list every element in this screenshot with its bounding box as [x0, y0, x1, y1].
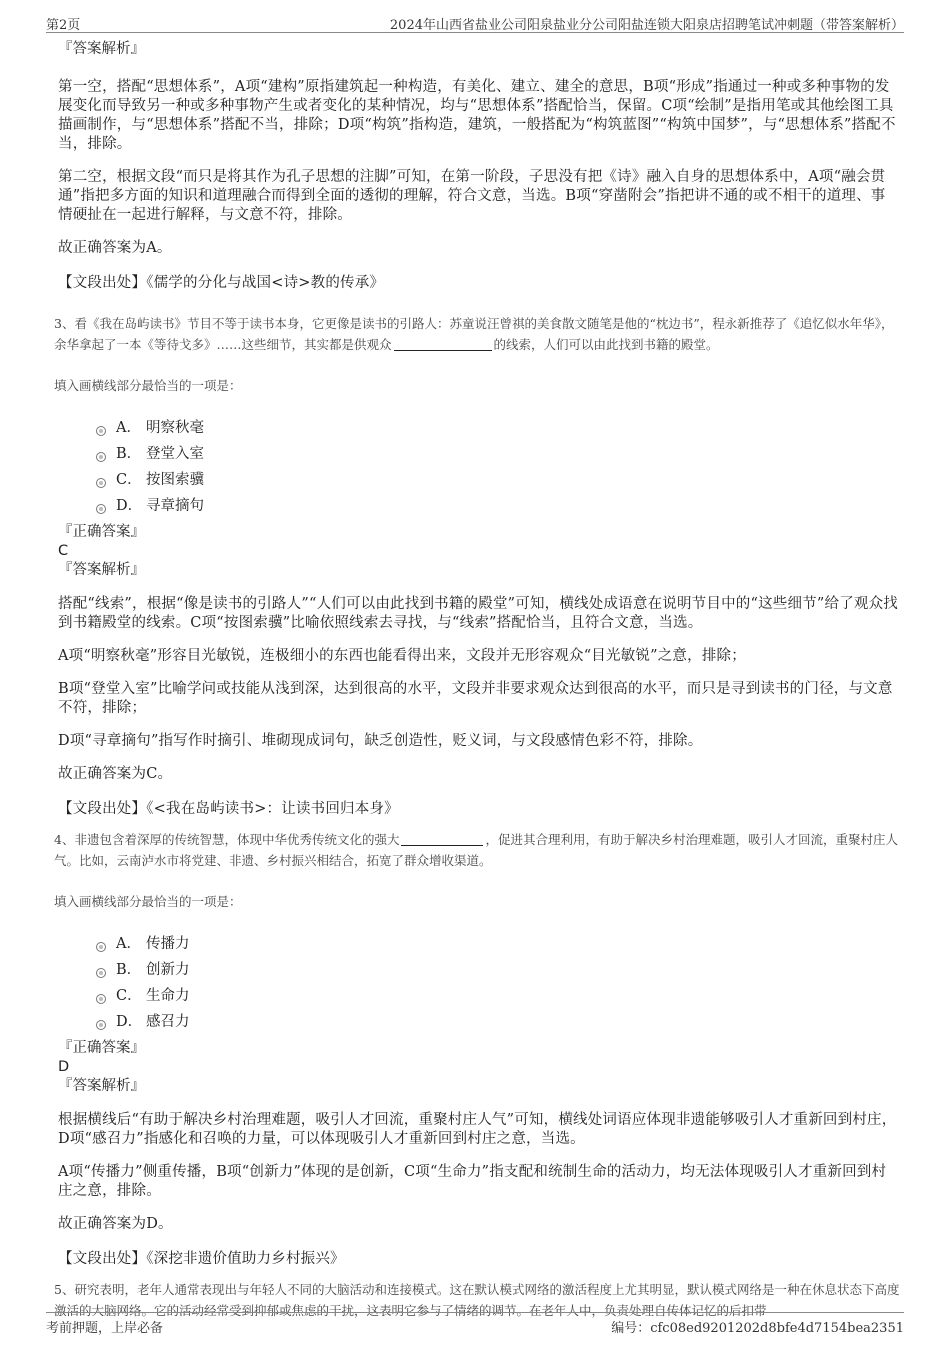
document-title: 2024年山西省盐业公司阳泉盐业分公司阳盐连锁大阳泉店招聘笔试冲刺题（带答案解析）	[389, 18, 904, 33]
radio-icon[interactable]	[96, 504, 106, 514]
q4-analysis-para-1: 根据横线后“有助于解决乡村治理难题，吸引人才回流，重聚村庄人气”可知，横线处词语应体现非遗能够吸引人才重新回到村庄，D项“感召力”指感化和召唤的力量，可以体现吸引人才重新回到村庄之意，当选。	[58, 1112, 897, 1147]
q4-question	[54, 829, 902, 871]
q3-option-b[interactable]: B． 登堂入室	[96, 441, 898, 467]
radio-icon[interactable]	[96, 968, 106, 978]
q3-correct-label: 『正确答案』	[58, 524, 145, 540]
q4-analysis-label: 『答案解析』	[58, 1078, 145, 1094]
q4-text-after: ，促进其合理利用，有助于解决乡村治理难题，吸引人才回流，重聚村庄人气。比如，云南泸水市将党建、非遗、乡村振兴相结合，拓宽了群众增收渠道。	[54, 832, 898, 868]
q4-correct-label: 『正确答案』	[58, 1040, 145, 1056]
q2-analysis-para-2: 第二空，根据文段“而只是将其作为孔子思想的注脚”可知，在第一阶段，子思没有把《诗》融入自身的思想体系中，A项“融会贯通”指把多方面的知识和道理融合而得到全面的透彻的理解，符合文意，当选。B项“穿凿附会”指把讲不通的或不相干的道理、事情硬扯在一起进行解释，与文意不符，排除。	[58, 169, 886, 223]
q3-analysis-label: 『答案解析』	[58, 562, 145, 578]
q3-options	[96, 415, 898, 519]
page-number: 第2页	[46, 18, 81, 33]
footer-slogan: 考前押题，上岸必备	[46, 1321, 164, 1336]
q2-analysis-para-1: 第一空，搭配“思想体系”，A项“建构”原指建筑起一种构造，有美化、建立、建全的意思，B项“形成”指通过一种或多种事物的发展变化而导致另一种或多种事物产生或者变化的某种情况，均与“思想体系”搭配恰当，保留。C项“绘制”是指用笔或其他绘图工具描画制作，与“思想体系”搭配不当，排除；D项“构筑”指构造，建筑，一般搭配为“构筑蓝图”“构筑中国梦”，与“思想体系”搭配不当，排除。	[58, 79, 896, 152]
q3-blank	[394, 337, 492, 351]
q4-correct-answer: D	[58, 1059, 70, 1075]
radio-icon[interactable]	[96, 1020, 106, 1030]
q4-option-a[interactable]: A． 传播力	[96, 931, 898, 957]
radio-icon[interactable]	[96, 452, 106, 462]
q3-option-c[interactable]: C． 按图索骥	[96, 467, 898, 493]
q3-analysis-para-4: D项“寻章摘句”指写作时摘引、堆砌现成词句，缺乏创造性，贬义词，与文段感情色彩不符，排除。	[58, 733, 703, 749]
radio-icon[interactable]	[96, 426, 106, 436]
q2-source: 【文段出处】《儒学的分化与战国<诗>教的传承》	[58, 275, 385, 291]
q3-source: 【文段出处】《<我在岛屿读书>：让读书回归本身》	[58, 801, 399, 817]
q3-analysis-para-1: 搭配“线索”，根据“像是读书的引路人”“人们可以由此找到书籍的殿堂”可知，横线处成语意在说明节目中的“这些细节”给了观众找到书籍殿堂的线索。C项“按图索骥”比喻依照线索去寻找，与“线索”搭配恰当，且符合文意，当选。	[58, 596, 898, 631]
footer-serial: 编号：cfc08ed9201202d8bfe4d7154bea2351	[611, 1321, 904, 1336]
q3-option-d[interactable]: D． 寻章摘句	[96, 493, 898, 519]
q4-source: 【文段出处】《深挖非遗价值助力乡村振兴》	[58, 1251, 345, 1267]
q3-question	[54, 313, 902, 355]
q3-analysis-para-3: B项“登堂入室”比喻学问或技能从浅到深，达到很高的水平，文段并非要求观众达到很高的水平，而只是寻到读书的门径，与文意不符，排除；	[58, 681, 893, 716]
q4-option-d[interactable]: D． 感召力	[96, 1009, 898, 1035]
page-footer	[46, 1312, 904, 1335]
page-header	[46, 12, 904, 33]
q4-conclusion: 故正确答案为D。	[58, 1216, 173, 1232]
q4-prompt: 填入画横线部分最恰当的一项是：	[54, 894, 242, 909]
page-content	[54, 40, 900, 1321]
q3-correct-answer: C	[58, 543, 69, 559]
q4-option-b[interactable]: B． 创新力	[96, 957, 898, 983]
radio-icon[interactable]	[96, 478, 106, 488]
q2-analysis-label: 『答案解析』	[58, 41, 145, 57]
q3-option-a[interactable]: A． 明察秋毫	[96, 415, 898, 441]
q2-conclusion: 故正确答案为A。	[58, 240, 172, 256]
radio-icon[interactable]	[96, 942, 106, 952]
q4-text-before: 4、非遗包含着深厚的传统智慧，体现中华优秀传统文化的强大	[54, 832, 400, 847]
q3-text-before: 3、看《我在岛屿读书》节目不等于读书本身，它更像是读书的引路人：苏童说汪曾祺的美食散文随笔是他的“枕边书”，程永新推荐了《追忆似水年华》，余华拿起了一本《等待戈多》……这些细节，其实都是供观众	[54, 316, 894, 352]
q5-question: 5、研究表明，老年人通常表现出与年轻人不同的大脑活动和连接模式。这在默认模式网络的激活程度上尤其明显，默认模式网络是一种在休息状态下高度激活的大脑网络。它的活动经常受到抑郁或焦虑的干扰，这表明它参与了情绪的调节。在老年人中，负责处理自传体记忆的后扣带	[54, 1282, 900, 1318]
radio-icon[interactable]	[96, 994, 106, 1004]
q3-text-after: 的线索，人们可以由此找到书籍的殿堂。	[493, 337, 719, 352]
q3-analysis-para-2: A项“明察秋毫”形容目光敏锐，连极细小的东西也能看得出来，文段并无形容观众“目光敏锐”之意，排除；	[58, 648, 746, 664]
q4-blank	[401, 832, 483, 846]
q4-option-c[interactable]: C． 生命力	[96, 983, 898, 1009]
q4-analysis-para-2: A项“传播力”侧重传播，B项“创新力”体现的是创新，C项“生命力”指支配和统制生命的活动力，均无法体现吸引人才重新回到村庄之意，排除。	[58, 1164, 887, 1199]
q3-conclusion: 故正确答案为C。	[58, 766, 173, 782]
q4-options	[96, 931, 898, 1035]
q3-prompt: 填入画横线部分最恰当的一项是：	[54, 378, 242, 393]
